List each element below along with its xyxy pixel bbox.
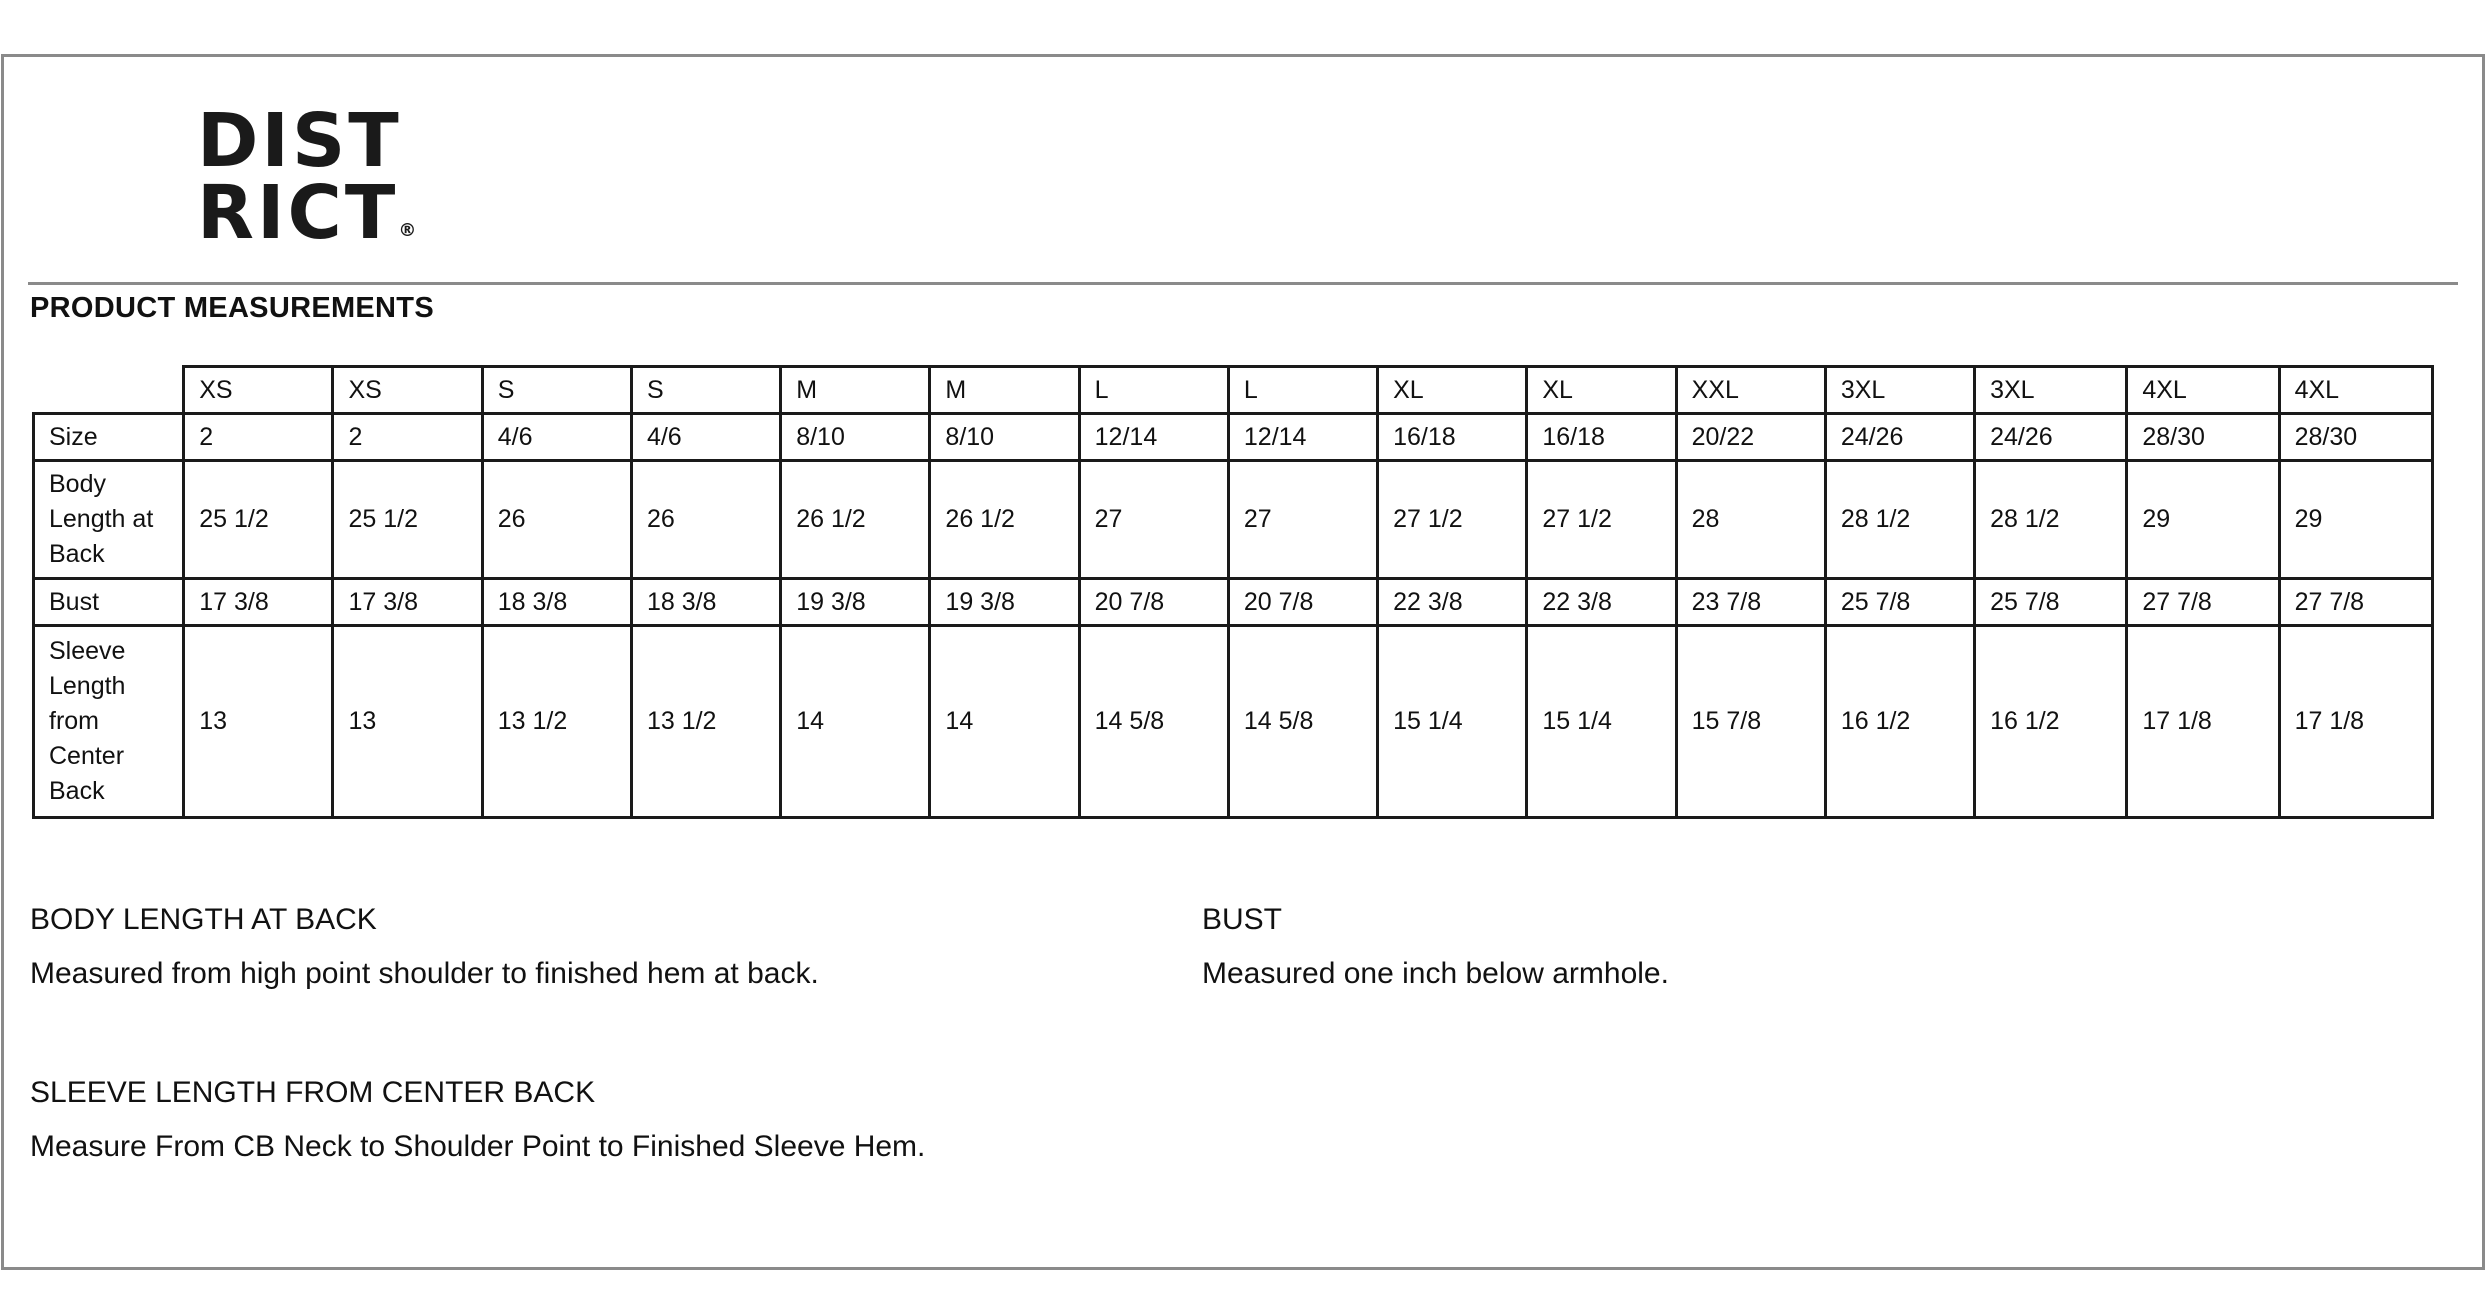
sleeve-length-text: Measure From CB Neck to Shoulder Point to Finished Sleeve Hem.: [30, 1130, 926, 1163]
measurement-cell: 13 1/2: [631, 626, 780, 818]
measurement-cell: 25 1/2: [184, 461, 333, 579]
measurement-cell: 18 3/8: [482, 579, 631, 626]
measurement-cell: 15 1/4: [1378, 626, 1527, 818]
measurement-cell: 26: [631, 461, 780, 579]
measurement-cell: 17 3/8: [333, 579, 482, 626]
size-header-cell: XXL: [1676, 367, 1825, 414]
size-header-cell: XS: [184, 367, 333, 414]
header-divider: [28, 282, 2458, 285]
bust-title: BUST: [1202, 903, 1283, 936]
measurement-cell: 14 5/8: [1079, 626, 1228, 818]
measurement-cell: 8/10: [781, 414, 930, 461]
measurement-cell: 27: [1079, 461, 1228, 579]
measurement-cell: 14 5/8: [1228, 626, 1377, 818]
measurement-cell: 26 1/2: [930, 461, 1079, 579]
measurement-cell: 16 1/2: [1825, 626, 1974, 818]
measurement-cell: 29: [2127, 461, 2279, 579]
measurement-cell: 16/18: [1378, 414, 1527, 461]
logo-line-1: DIST: [197, 98, 402, 184]
measurement-cell: 18 3/8: [631, 579, 780, 626]
size-header-cell: XS: [333, 367, 482, 414]
size-header-cell: S: [631, 367, 780, 414]
row-label-cell: Body Length at Back: [34, 461, 184, 579]
measurement-cell: 2: [184, 414, 333, 461]
measurement-cell: 15 7/8: [1676, 626, 1825, 818]
section-title: PRODUCT MEASUREMENTS: [30, 292, 434, 324]
logo-line-2: RICT®: [197, 170, 417, 256]
measurement-cell: 8/10: [930, 414, 1079, 461]
size-header-cell: 4XL: [2279, 367, 2432, 414]
measurement-cell: 19 3/8: [930, 579, 1079, 626]
measurement-cell: 27: [1228, 461, 1377, 579]
measurement-cell: 27 7/8: [2279, 579, 2432, 626]
table-header-row: [34, 367, 2433, 414]
size-header-cell: XL: [1527, 367, 1676, 414]
measurement-cell: 4/6: [482, 414, 631, 461]
measurement-cell: 13: [184, 626, 333, 818]
measurement-cell: 20 7/8: [1079, 579, 1228, 626]
measurement-cell: 12/14: [1079, 414, 1228, 461]
measurement-cell: 17 1/8: [2279, 626, 2432, 818]
measurement-cell: 4/6: [631, 414, 780, 461]
measurement-cell: 25 1/2: [333, 461, 482, 579]
measurement-cell: 15 1/4: [1527, 626, 1676, 818]
measurement-cell: 19 3/8: [781, 579, 930, 626]
measurement-cell: 13 1/2: [482, 626, 631, 818]
measurement-cell: 2: [333, 414, 482, 461]
measurements-table: [32, 365, 2434, 819]
measurement-cell: 24/26: [1975, 414, 2127, 461]
measurement-cell: 14: [930, 626, 1079, 818]
body-length-text: Measured from high point shoulder to finished hem at back.: [30, 957, 819, 990]
size-header-cell: 3XL: [1825, 367, 1974, 414]
table-row: [34, 414, 2433, 461]
size-header-cell: M: [930, 367, 1079, 414]
table-row: [34, 626, 2433, 818]
measurement-cell: 29: [2279, 461, 2432, 579]
size-header-cell: S: [482, 367, 631, 414]
measurement-cell: 26: [482, 461, 631, 579]
measurement-cell: 27 1/2: [1527, 461, 1676, 579]
measurement-cell: 28: [1676, 461, 1825, 579]
table-row: [34, 579, 2433, 626]
measurement-cell: 28/30: [2279, 414, 2432, 461]
measurement-cell: 14: [781, 626, 930, 818]
body-length-title: BODY LENGTH AT BACK: [30, 903, 377, 936]
table-row: [34, 461, 2433, 579]
measurement-cell: 22 3/8: [1527, 579, 1676, 626]
bust-text: Measured one inch below armhole.: [1202, 957, 1669, 990]
row-label-cell: Size: [34, 414, 184, 461]
size-header-cell: 4XL: [2127, 367, 2279, 414]
measurement-cell: 17 1/8: [2127, 626, 2279, 818]
district-logo: [197, 98, 417, 267]
measurement-cell: 25 7/8: [1825, 579, 1974, 626]
measurement-cell: 23 7/8: [1676, 579, 1825, 626]
measurement-cell: 17 3/8: [184, 579, 333, 626]
measurement-cell: 27 7/8: [2127, 579, 2279, 626]
measurement-cell: 22 3/8: [1378, 579, 1527, 626]
measurement-cell: 24/26: [1825, 414, 1974, 461]
measurement-cell: 16 1/2: [1975, 626, 2127, 818]
row-label-cell: Sleeve Length from Center Back: [34, 626, 184, 818]
measurement-cell: 28 1/2: [1975, 461, 2127, 579]
size-header-cell: 3XL: [1975, 367, 2127, 414]
measurement-cell: 26 1/2: [781, 461, 930, 579]
size-header-cell: XL: [1378, 367, 1527, 414]
measurement-cell: 20/22: [1676, 414, 1825, 461]
measurement-cell: 12/14: [1228, 414, 1377, 461]
measurement-cell: 16/18: [1527, 414, 1676, 461]
row-label-cell: Bust: [34, 579, 184, 626]
measurement-cell: 28 1/2: [1825, 461, 1974, 579]
measurement-cell: 27 1/2: [1378, 461, 1527, 579]
measurement-cell: 20 7/8: [1228, 579, 1377, 626]
measurement-cell: 28/30: [2127, 414, 2279, 461]
size-header-cell: L: [1079, 367, 1228, 414]
size-header-cell: L: [1228, 367, 1377, 414]
table-corner-cell: [34, 367, 184, 414]
sleeve-length-title: SLEEVE LENGTH FROM CENTER BACK: [30, 1076, 596, 1109]
size-header-cell: M: [781, 367, 930, 414]
registered-mark: ®: [398, 220, 417, 241]
measurement-cell: 13: [333, 626, 482, 818]
measurement-cell: 25 7/8: [1975, 579, 2127, 626]
